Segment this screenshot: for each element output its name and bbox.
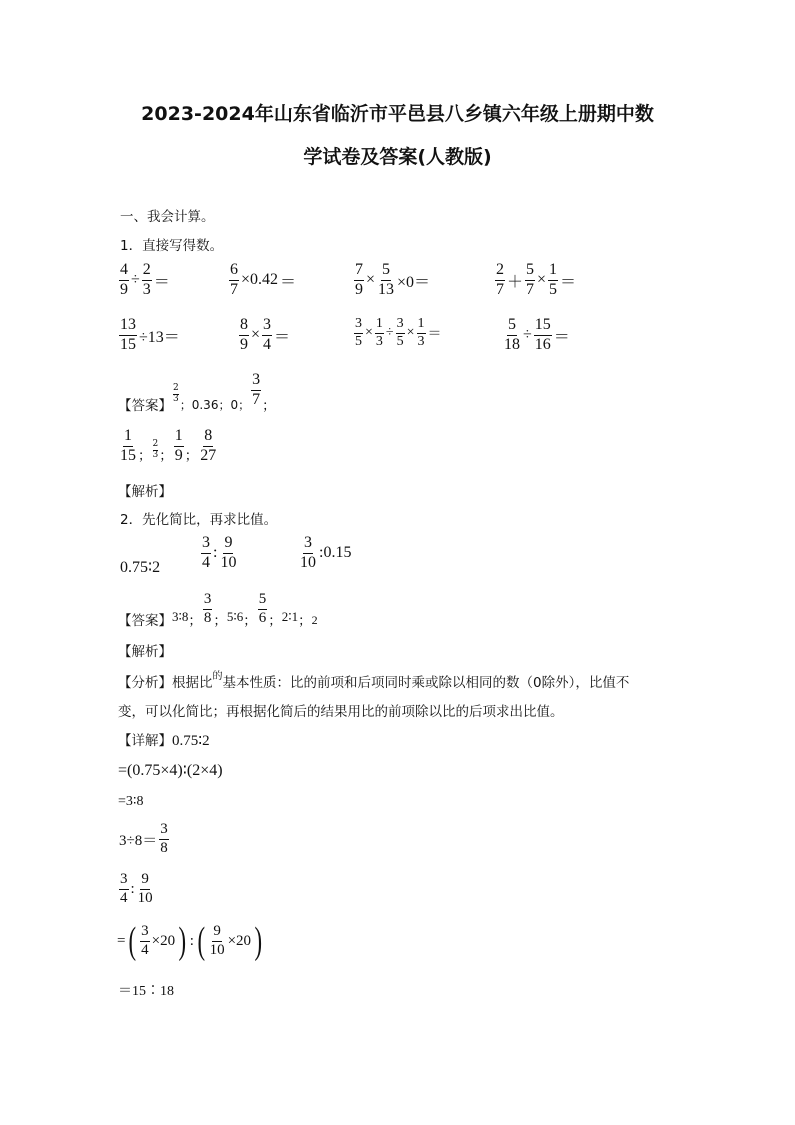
q1-item-5: $\frac{13}{15}$ ÷13＝ <box>120 316 180 353</box>
q1-item-7: $\frac{3}{5}$ × $\frac{1}{3}$ ÷ $\frac{3}{5}$ × $\frac{1}{3}$ ＝ <box>355 316 442 349</box>
q1-item-4: $\frac{2}{7}$ ＋ $\frac{5}{7}$ × $\frac{1}{5}$ ＝ <box>496 261 577 298</box>
q1-item-3: $\frac{7}{9}$ × $\frac{5}{13}$ ×0＝ <box>355 261 431 298</box>
q1-item-2: $\frac{6}{7}$ ×0.42 ＝ <box>230 261 297 298</box>
q1-item-1: $\frac{4}{9}$ ÷ $\frac{2}{3}$ ＝ <box>120 261 170 298</box>
step-6: ＝15∶18 <box>118 984 174 999</box>
step-3: 3÷8＝ $\frac{3}{8}$ <box>119 821 168 856</box>
q2-analysis-label: 【解析】 <box>118 644 172 660</box>
q2-item-3: $\frac{3}{10}$ :0.15 <box>300 534 352 571</box>
document-title-line2: 学试卷及答案(人教版) <box>303 146 492 168</box>
q2-fenxi-line1: 【分析】根据比$^的$基本性质：比的前项和后项同时乘或除以相同的数（0除外），比值不 <box>118 671 630 691</box>
question-1-label: 1．直接写得数。 <box>120 238 224 254</box>
step-2: =3∶8 <box>118 794 144 809</box>
q1-item-6: $\frac{8}{9}$ × $\frac{3}{4}$ ＝ <box>240 316 291 353</box>
q1-answer-line2: 1 15 ； 2 3 ； 1 9 ； 8 27 <box>120 426 217 464</box>
question-2-label: 2．先化简比，再求比值。 <box>120 512 278 528</box>
q2-item-2: $\frac{3}{4}$ : $\frac{9}{10}$ <box>202 534 237 571</box>
answer-label: 【答案】 <box>118 398 172 414</box>
q2-item-1: 0.75∶2 <box>120 559 161 576</box>
q2-xiangjie-line: 【详解】0.75∶2 <box>118 733 210 749</box>
q1-analysis-label: 【解析】 <box>118 484 172 500</box>
document-title-line1: 2023-2024年山东省临沂市平邑县八乡镇六年级上册期中数 <box>141 103 654 125</box>
section-heading: 一、我会计算。 <box>120 209 215 225</box>
q1-answer-line1: 【答案】 2 3 ；0.36；0； 3 7 ； <box>118 370 276 414</box>
step-1: =(0.75×4)∶(2×4) <box>118 762 223 779</box>
q2-answer-line: 【答案】 3∶8 ； 3 8 ； 5∶6 ； 5 6 ； 2∶1 ； 2 <box>118 590 318 629</box>
q1-item-8: $\frac{5}{18}$ ÷ $\frac{15}{16}$ ＝ <box>504 316 570 353</box>
q2-fenxi-line2: 变，可以化简比；再根据化简后的结果用比的前项除以比的后项求出比值。 <box>118 704 564 720</box>
step-5: = ( $\frac{3}{4}$ ×20 ) : ( $\frac{9}{10}$ ×20 ) <box>117 920 263 962</box>
step-4: $\frac{3}{4}$ : $\frac{9}{10}$ <box>120 871 153 906</box>
